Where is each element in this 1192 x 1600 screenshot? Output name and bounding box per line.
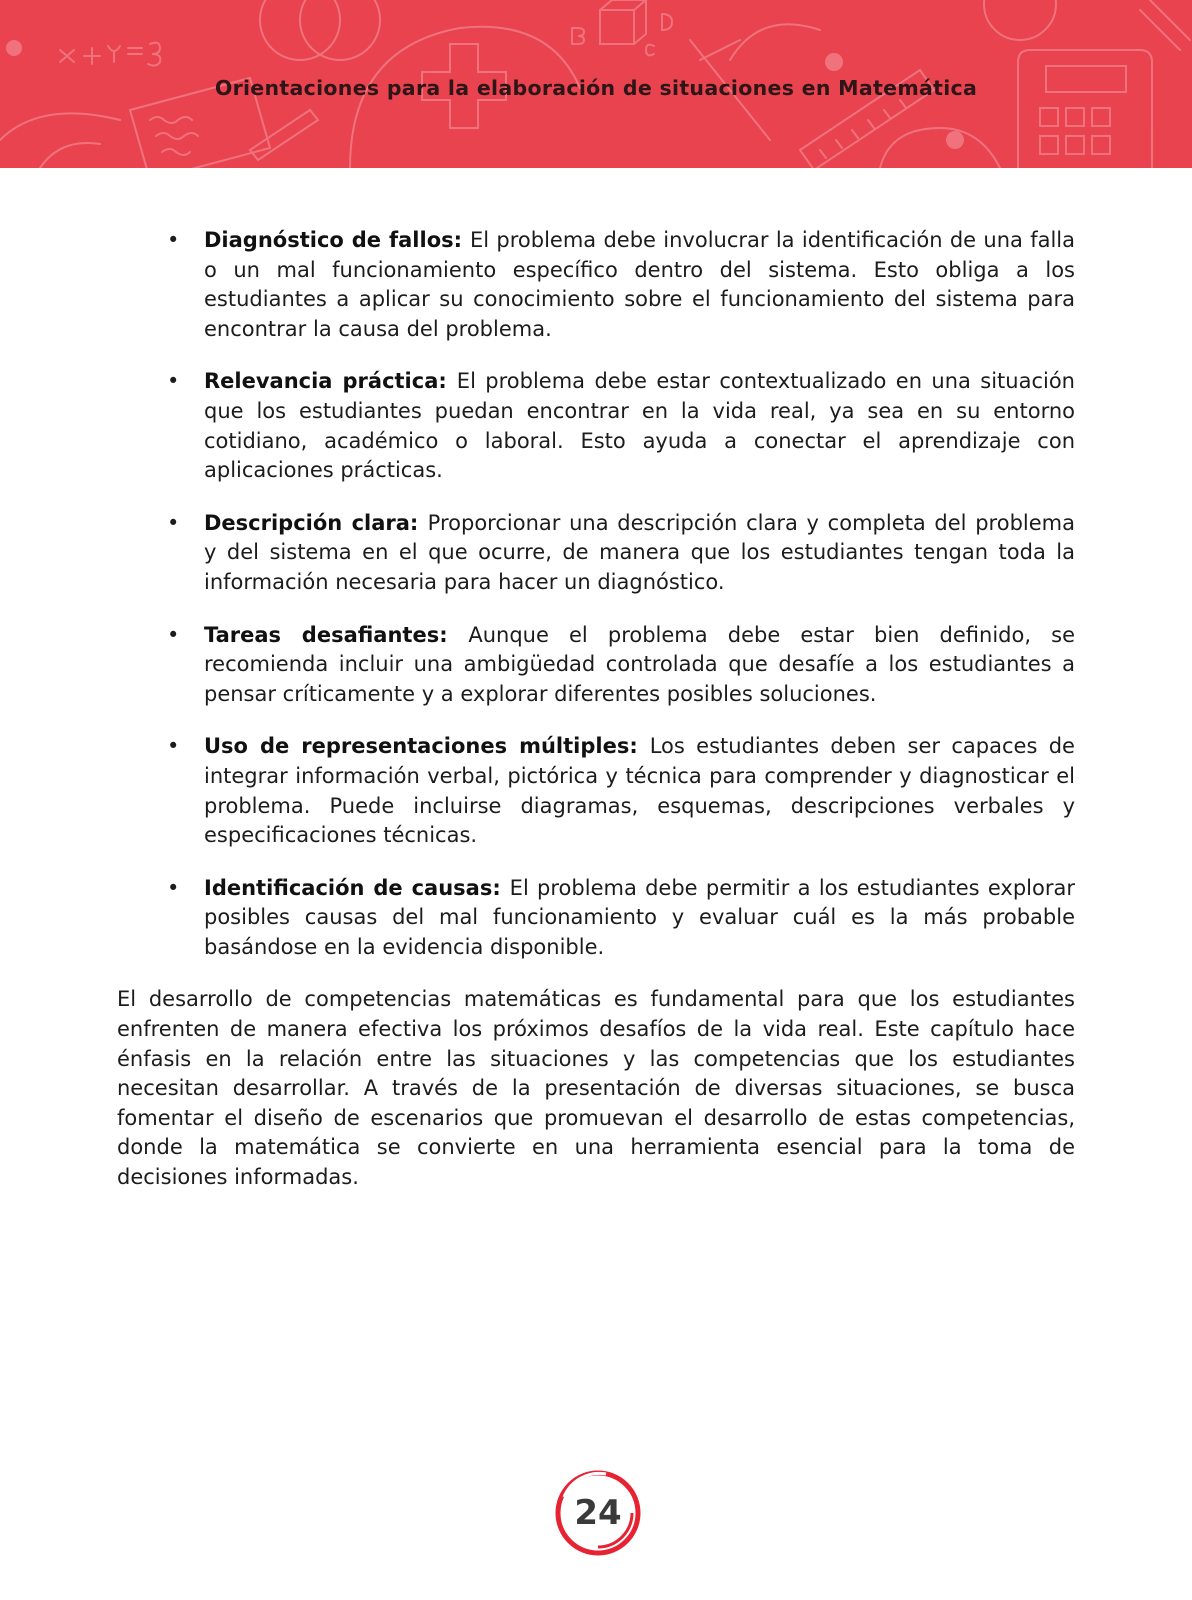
bullet-term: Uso de representaciones múltiples: — [204, 734, 650, 759]
bullet-term: Diagnóstico de fallos: — [204, 228, 470, 252]
list-item — [117, 226, 1075, 344]
bullet-text: El problema debe involucrar la identificación de una falla o un mal funcionamiento específico dentro del sistema. Esto obliga a los estudiantes a aplicar su conocimiento sobre el funcionamiento del sistema para encontrar la causa del problema. — [204, 228, 1075, 341]
closing-paragraph: El desarrollo de competencias matemáticas es fundamental para que los estudiantes enfrenten de manera efectiva los próximos desafíos de la vida real. Este capítulo hace énfasis en la relación entre las situaciones y las competencias que los estudiantes necesitan desarrollar. A través de la presentación de diversas situaciones, se busca fomentar el diseño de escenarios que promuevan el desarrollo de estas competencias, donde la matemática se convierte en una herramienta esencial para la toma de decisiones informadas. — [117, 987, 1075, 1190]
bullet-icon: • — [167, 875, 180, 900]
list-item — [117, 621, 1075, 710]
list-item — [117, 874, 1075, 963]
list-item — [117, 509, 1075, 598]
bullet-text: El problema debe permitir a los estudiantes explorar posibles causas del mal funcionamiento y evaluar cuál es la más probable basándose en la evidencia disponible. — [204, 875, 1075, 959]
page-number: 24 — [574, 1493, 622, 1533]
criteria-list — [117, 226, 1075, 962]
bullet-icon: • — [167, 369, 180, 394]
bullet-term: Descripción clara: — [204, 510, 428, 535]
header-title: Orientaciones para la elaboración de situaciones en Matemática — [214, 76, 978, 100]
bullet-icon: • — [167, 228, 180, 252]
main-content — [117, 226, 1075, 1193]
list-item — [117, 367, 1075, 485]
bullet-text: El problema debe estar contextualizado en una situación que los estudiantes puedan encontrar en la vida real, ya sea en su entorno cotidiano, académico o laboral. Esto ayuda a conectar el aprendizaje con aplicaciones prácticas. — [204, 369, 1075, 483]
bullet-term: Identificación de causas: — [204, 875, 510, 900]
bullet-text: Proporcionar una descripción clara y completa del problema y del sistema en el que ocurre, de manera que los estudiantes tengan toda la información necesaria para hacer un diagnóstico. — [204, 510, 1075, 594]
bullet-term: Tareas desafiantes: — [204, 622, 469, 647]
bullet-text: Aunque el problema debe estar bien definido, se recomienda incluir una ambigüedad controlada que desafíe a los estudiantes a pensar críticamente y a explorar diferentes posibles soluciones. — [204, 622, 1075, 706]
page-number-badge — [554, 1469, 642, 1557]
list-item — [117, 732, 1075, 850]
bullet-term: Relevancia práctica: — [204, 369, 457, 394]
page-header — [0, 0, 1192, 168]
bullet-icon: • — [167, 510, 180, 535]
bullet-icon: • — [167, 622, 180, 647]
bullet-icon: • — [167, 734, 180, 759]
bullet-text: Los estudiantes deben ser capaces de integrar información verbal, pictórica y técnica para comprender y diagnosticar el problema. Puede incluirse diagramas, esquemas, descripciones verbales y especificaciones técnicas. — [204, 734, 1075, 848]
